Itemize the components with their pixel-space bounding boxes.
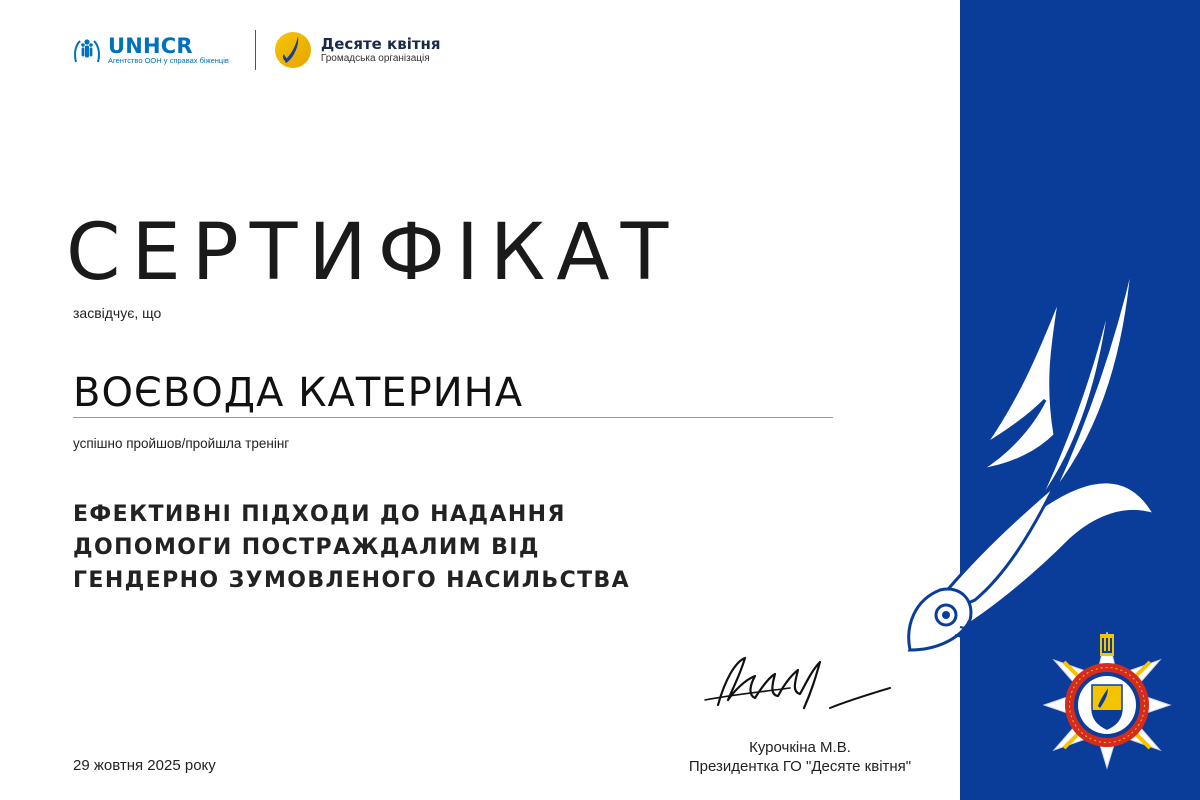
signature: [700, 650, 900, 720]
partner-subtitle: Громадська організація: [320, 53, 430, 64]
swallow-bird-decoration: [880, 255, 1180, 685]
logo-divider: [255, 30, 256, 70]
signer-name: Курочкіна М.В.: [749, 739, 851, 756]
training-title-line: ГЕНДЕРНО ЗУМОВЛЕНОГО НАСИЛЬСТВА: [73, 568, 631, 593]
swallow-circle-icon: [274, 31, 312, 69]
unhcr-subtitle: Агентство ООН у справах біженців: [108, 55, 229, 65]
university-emblem: [1042, 630, 1172, 770]
unhcr-logo: [72, 33, 229, 65]
recipient-name: ВОЄВОДА КАТЕРИНА: [73, 370, 524, 416]
partner-logo: [274, 31, 441, 69]
logo-header: [72, 28, 441, 72]
unhcr-people-icon: [72, 36, 102, 64]
training-title-line: ЕФЕКТИВНІ ПІДХОДИ ДО НАДАННЯ: [73, 502, 566, 527]
issue-date: 29 жовтня 2025 року: [73, 757, 216, 774]
certifies-text: засвідчує, що: [73, 305, 162, 321]
training-title-line: ДОПОМОГИ ПОСТРАЖДАЛИМ ВІД: [73, 535, 540, 560]
unhcr-name: UNHCR: [108, 33, 193, 58]
signer-block: [640, 738, 960, 776]
name-underline: [73, 417, 833, 418]
signer-title: Президентка ГО "Десяте квітня": [688, 758, 912, 775]
completed-text: успішно пройшов/пройшла тренінг: [73, 436, 290, 451]
partner-name: Десяте квітня: [320, 35, 441, 53]
training-title: [73, 498, 630, 597]
certificate-title: СЕРТИФІКАТ: [66, 208, 680, 298]
